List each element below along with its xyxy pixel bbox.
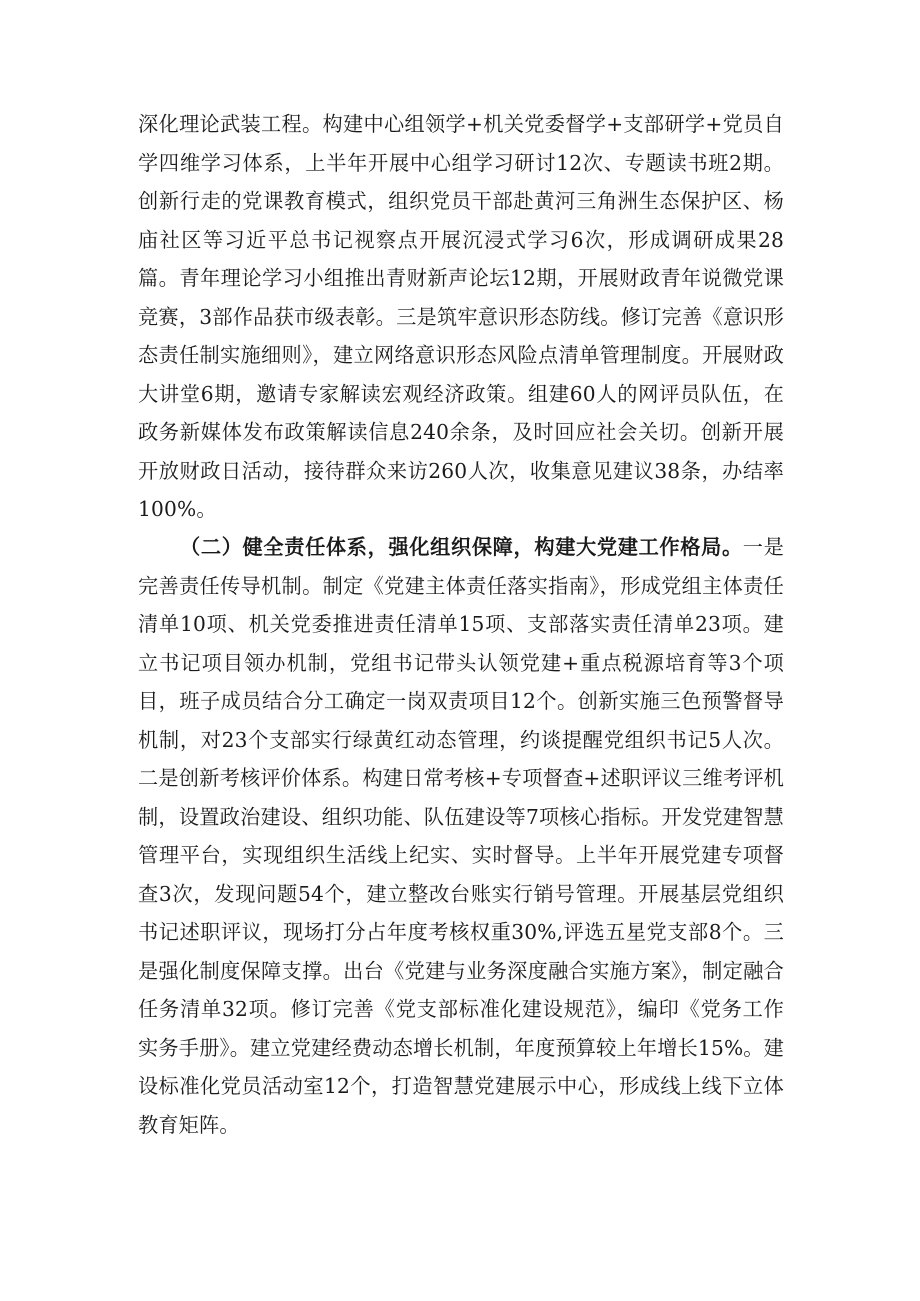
section-body-text: 一是完善责任传导机制。制定《党建主体责任落实指南》，形成党组主体责任清单10项、机关党委推进责任清单15项、支部落实责任清单23项。建立书记项目领办机制，党组书记带头认领党建+重点税源培育等3个项目，班子成员结合分工确定一岗双责项目12个。创新实施三色预警督导机制，对23个支部实行绿黄红动态管理，约谈提醒党组织书记5人次。二是创新考核评价体系。构建日常考核+专项督查+述职评议三维考评机制，设置政治建设、组织功能、队伍建设等7项核心指标。开发党建智慧管理平台，实现组织生活线上纪实、实时督导。上半年开展党建专项督查3次，发现问题54个，建立整改台账实行销号管理。开展基层党组织书记述职评议，现场打分占年度考核权重30%,评选五星党支部8个。三是强化制度保障支撑。出台《党建与业务深度融合实施方案》，制定融合任务清单32项。修订完善《党支部标准化建设规范》，编印《党务工作实务手册》。建立党建经费动态增长机制，年度预算较上年增长15%。建设标准化党员活动室12个，打造智慧党建展示中心，形成线上线下立体教育矩阵。 — [138, 535, 784, 1137]
section-heading: （二）健全责任体系，强化组织保障，构建大党建工作格局。 — [180, 535, 743, 559]
body-paragraph-1: 深化理论武装工程。构建中心组领学+机关党委督学+支部研学+党员自学四维学习体系，上半年开展中心组学习研讨12次、专题读书班2期。创新行走的党课教育模式，组织党员干部赴黄河三角洲生态保护区、杨庙社区等习近平总书记视察点开展沉浸式学习6次，形成调研成果28篇。青年理论学习小组推出青财新声论坛12期，开展财政青年说微党课竞赛，3部作品获市级表彰。三是筑牢意识形态防线。修订完善《意识形态责任制实施细则》，建立网络意识形态风险点清单管理制度。开展财政大讲堂6期，邀请专家解读宏观经济政策。组建60人的网评员队伍，在政务新媒体发布政策解读信息240余条，及时回应社会关切。创新开展开放财政日活动，接待群众来访260人次，收集意见建议38条，办结率100%。 — [138, 112, 784, 521]
body-paragraph-2 — [138, 528, 784, 1144]
